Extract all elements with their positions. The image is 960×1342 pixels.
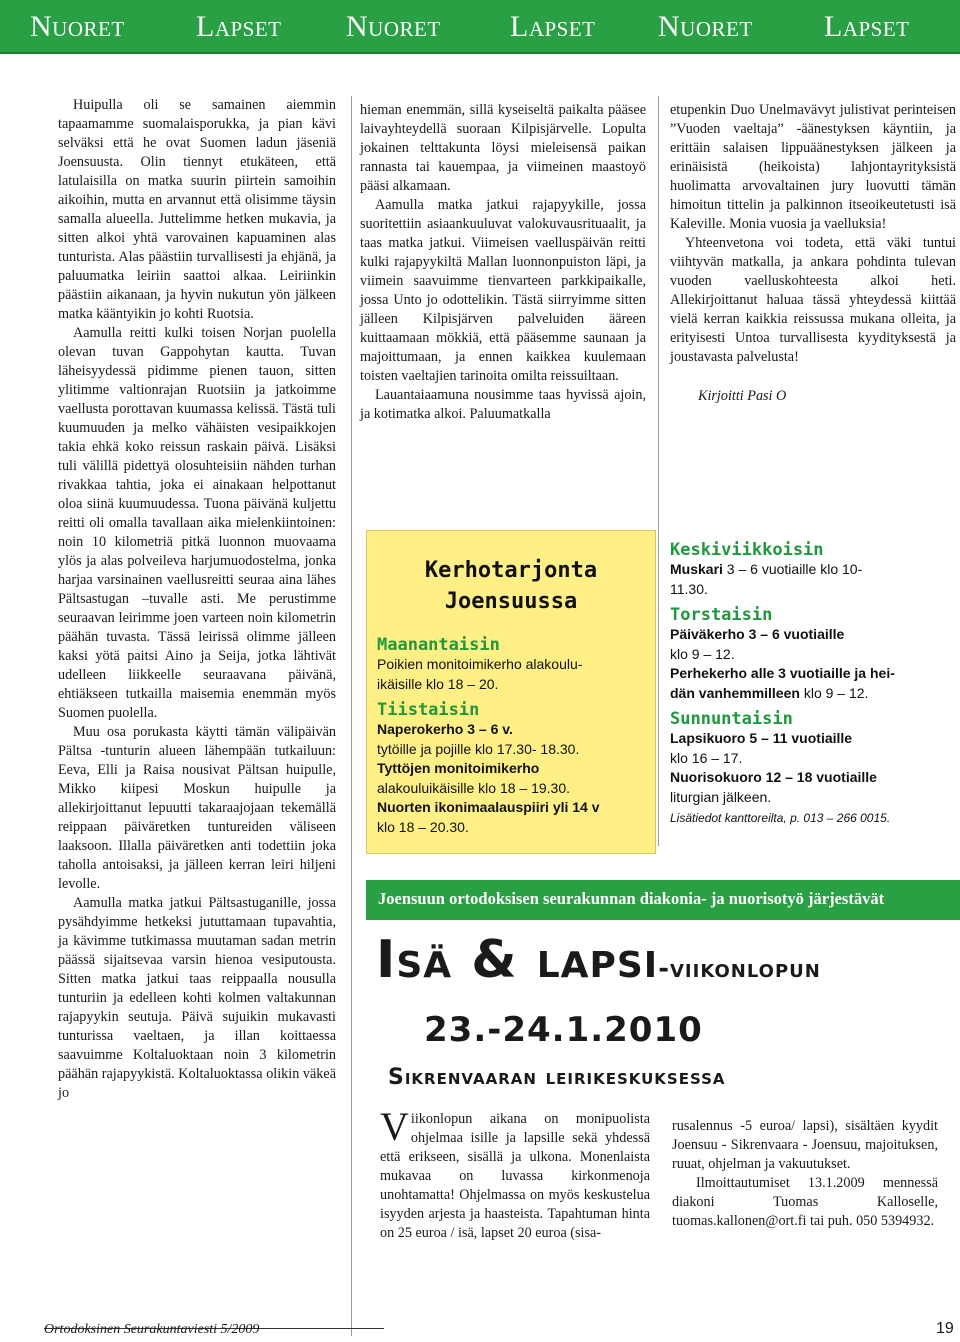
- event-location: Sikrenvaaran leirikeskuksessa: [388, 1065, 726, 1090]
- article-paragraph: hieman enemmän, sillä kyseiseltä paikalta pääsee laivayhteydellä suoraan Kilpisjärvelle. Lopulta jokainen telttakunta löysi mieleisensä paikan rannasta tai kauempaa, ja viimeinen maastoyö pääsi alkamaan.: [360, 102, 646, 194]
- event-description-right: rusalennus -5 euroa/ lapsi), sisältäen kyydit Joensuu - Sikrenvaara - Joensuu, majoituksen, ruuat, ohjelman ja vakuutukset. Ilmoittautumiset 13.1.2009 mennessä diakoni Tuomas Kalloselle, tuomas.kallonen@ort.fi tai puh. 050 5394932.: [672, 1118, 938, 1229]
- column-divider: [658, 96, 659, 846]
- article-paragraph: Yhteenvetona voi todeta, että väki tuntui viihtyvän matkalla, ja ankara pohdinta tulevan vuoden vaelluskohteesta alkoi heti. Allekirjoittanut haluaa tässä yhteydessä kiittää vielä kerran kaikkia reissussa mukana olleita, ja erityisesti Untoa turvallisesta kyydityksestä ja joustavasta palvelusta!: [670, 235, 956, 365]
- header-word: Lapset: [510, 10, 596, 43]
- club-schedule-box: Kerhotarjonta Joensuussa Maanantaisin Poikien monitoimikerho alakoulu- ikäisille klo 18 – 20. Tiistaisin Naperokerho 3 – 6 v. tytöille ja pojille klo 17.30- 18.30. Tyttöjen monitoimikerho alakouluikäisille klo 18 – 19.30. Nuorten ikonimaalauspiiri yli 14 v klo 18 – 20.30.: [366, 530, 656, 854]
- section-header-banner: [0, 0, 960, 54]
- day-heading-tuesday: Tiistaisin: [377, 700, 480, 720]
- footer-publication: Ortodoksinen Seurakuntaviesti 5/2009: [44, 1322, 260, 1337]
- article-paragraph: Aamulla matka jatkui rajapyykille, jossa suoritettiin asiaankuuluvat valokuvausrituaalit, ja taas matka jatkui. Viimeisen vaelluspäivän reitti kulki rajapyykiltä Mallan luonnonpuiston läpi, ja viimein saavuimme tienvarteen parkkipaikalle, jossa Unto jo odottelikin. Tästä siirryimme sitten jälleen Kilpisjärven palveluiden ääreen kuittaamaan mökkiä, että pääsemme saunaan ja majoittumaan, ja ennen kaikkea kuulemaan toisten vaeltajien tarinoita omilta reissuiltaan.: [360, 197, 646, 384]
- drop-cap: V: [380, 1104, 409, 1149]
- column-divider: [351, 96, 352, 1336]
- header-word: Nuoret: [30, 10, 125, 43]
- article-column-1: [58, 96, 336, 1103]
- article-paragraph: Lauantaiaamuna nousimme taas hyvissä ajoin, ja kotimatka alkoi. Paluumatkalla: [360, 387, 646, 422]
- day-heading-thursday: Torstaisin: [670, 605, 773, 625]
- header-word: Nuoret: [346, 10, 441, 43]
- article-paragraph: Aamulla matka jatkui Pältsastuganille, jossa pysähdyimme hetkeksi jututtamaan tupavahtia, ja kävimme tutkimassa muutaman sadan metrin päässä sijaitsevaa varsin hienoa vesiputousta. Sitten matka jatkui taas reippaalla nousulla tunturiin ja edelleen kohti kolmen valtakunnan rajapyykin seutuja. Päivä sujuikin mukavasti tunturissa vaeltaen, ja illan koittaessa saavuimme Koltaluoktaan noin 3 kilometrin päähän rajapyykistä. Koltaluoktassa olikin väkeä jo: [58, 895, 336, 1101]
- article-paragraph: Muu osa porukasta käytti tämän välipäivän Pältsa -tunturin alueen lähempään tutkailuun: Eeva, Elli ja Raisa nousivat Pältsan huipulle, Mikko kiipesi Moskun huipulle ja allekirjoittanut lepuutti takaraajojaan tekemällä reippaan päiväretken tuntureiden väliseen laaksoon. Illalla päiväretken anti todettiin joka taholla antoisaksi, ja jälleen kerran leiri hiljeni levolle.: [58, 724, 336, 892]
- day-heading-monday: Maanantaisin: [377, 635, 500, 655]
- article-signature: Kirjoitti Pasi O: [698, 388, 787, 404]
- article-column-3: [670, 101, 956, 406]
- club-schedule-right: Keskiviikkoisin Muskari 3 – 6 vuotiaille klo 10- 11.30. Torstaisin Päiväkerho 3 – 6 vuotiaille klo 9 – 12. Perhekerho alle 3 vuotiaille ja hei- dän vanhemmilleen klo 9 – 12. Sunnuntaisin Lapsikuoro 5 – 11 vuotiaille klo 16 – 17. Nuorisokuoro 12 – 18 vuotiaille liturgian jälkeen. Lisätiedot kanttoreilta, p. 013 – 266 0015.: [670, 540, 958, 825]
- page-number: 19: [936, 1320, 954, 1337]
- event-description-left: Viikonlopun aikana on monipuolista ohjelmaa isille ja lapsille sekä yhdessä että erikseen, sisällä ja ulkona. Monenlaista mukavaa on luvassa kirkonmenoja unohtamatta! Ohjelmassa on myös keskustelua isyyden arjesta ja haasteista. Tapahtuman hinta on 25 euroa / isä, lapset 20 euroa (sisa-: [380, 1104, 650, 1241]
- event-organizer-bar: Joensuun ortodoksisen seurakunnan diakonia- ja nuorisotyö järjestävät: [366, 880, 960, 920]
- event-dates: 23.-24.1.2010: [424, 1010, 703, 1050]
- event-title: Isä & lapsi-viikonlopun: [376, 930, 821, 990]
- article-paragraph: Huipulla oli se samainen aiemmin tapaamamme suomalaisporukka, ja pian kävi selväksi että he ovat Suomen ladun jäseniä Joensuusta. Olin tiennyt etukäteen, että latulaisilla on matka suurin piirtein samoihin aikoihin, mutta en arvannut että olisimme täysin samalla alueella. Juttelimme hetken mukavia, ja sitten alkoi yhtä varovainen kapuaminen alas tunturista. Alas päästiin turvallisesti ja ehjänä, ja paluumatka leiriin saattoi alkaa. Leiriinkin päästiin aikanaan, ja hyvin nukutun yön jälkeen matka kääntyikin jo kohti Ruotsia.: [58, 97, 336, 322]
- header-word: Nuoret: [658, 10, 753, 43]
- article-paragraph: Aamulla reitti kulki toisen Norjan puolella olevan tuvan Gappohytan kautta. Tuvan läheisyydessä pidimme pienen tauon, sitten ylitimme valtionrajan Ruotsiin ja jatkoimme vaellusta porottavan kuumassa kelissä. Tästä tuli kuumuuden ja melko vähäisten vesipaikkojen takia ehkä koko reissun raskain päivä. Lisäksi tuli välillä pidettyä olosuhteisiin nähden turhan rivakkaa tahtia, joka ei ainakaan helpottanut oloa siinä kuumuudessa. Tuona päivänä kuljettu reitti oli omalla tavallaan aika mielenkiintoinen: noin 10 kilometriä pitkä luonnon muovaama ylös ja alas polveileva harjumuodostelma, jonka harjaa varsinainen vaellusreitti seuraa aina lähes Pältsastugan –tuvalle asti. Me perustimme seuraavan leirimme joen varteen noin kilometrin päähän tuvasta. Tässä leirissä olimme jälleen kaksi yötä paitsi Aino ja Seija, jotka lähtivät udelleen liikkeelle seuraavana päivänä, ehtiäkseen tutkailla maisemia enemmän myös Suomen puolella.: [58, 325, 336, 721]
- day-heading-sunday: Sunnuntaisin: [670, 709, 793, 729]
- club-title: Kerhotarjonta Joensuussa: [424, 558, 598, 614]
- article-column-2: [360, 101, 646, 424]
- article-paragraph: etupenkin Duo Unelmavävyt julistivat perinteisen ”Vuoden vaeltaja” -äänestyksen käyntiin, ja erittäin salaisen lippuäänestyksen jälkeen ja erinäisistä (heikoista) lahjontayrityksistä huolimatta arvovaltainen jury luovutti tämän himoitun tittelin ja palkinnon itseoikeutetusti isä Kaleville. Monia vuosia ja vaelluksia!: [670, 102, 956, 232]
- header-word: Lapset: [196, 10, 282, 43]
- club-info-note: Lisätiedot kanttoreilta, p. 013 – 266 0015.: [670, 811, 891, 825]
- header-word: Lapset: [824, 10, 910, 43]
- day-heading-wednesday: Keskiviikkoisin: [670, 540, 824, 560]
